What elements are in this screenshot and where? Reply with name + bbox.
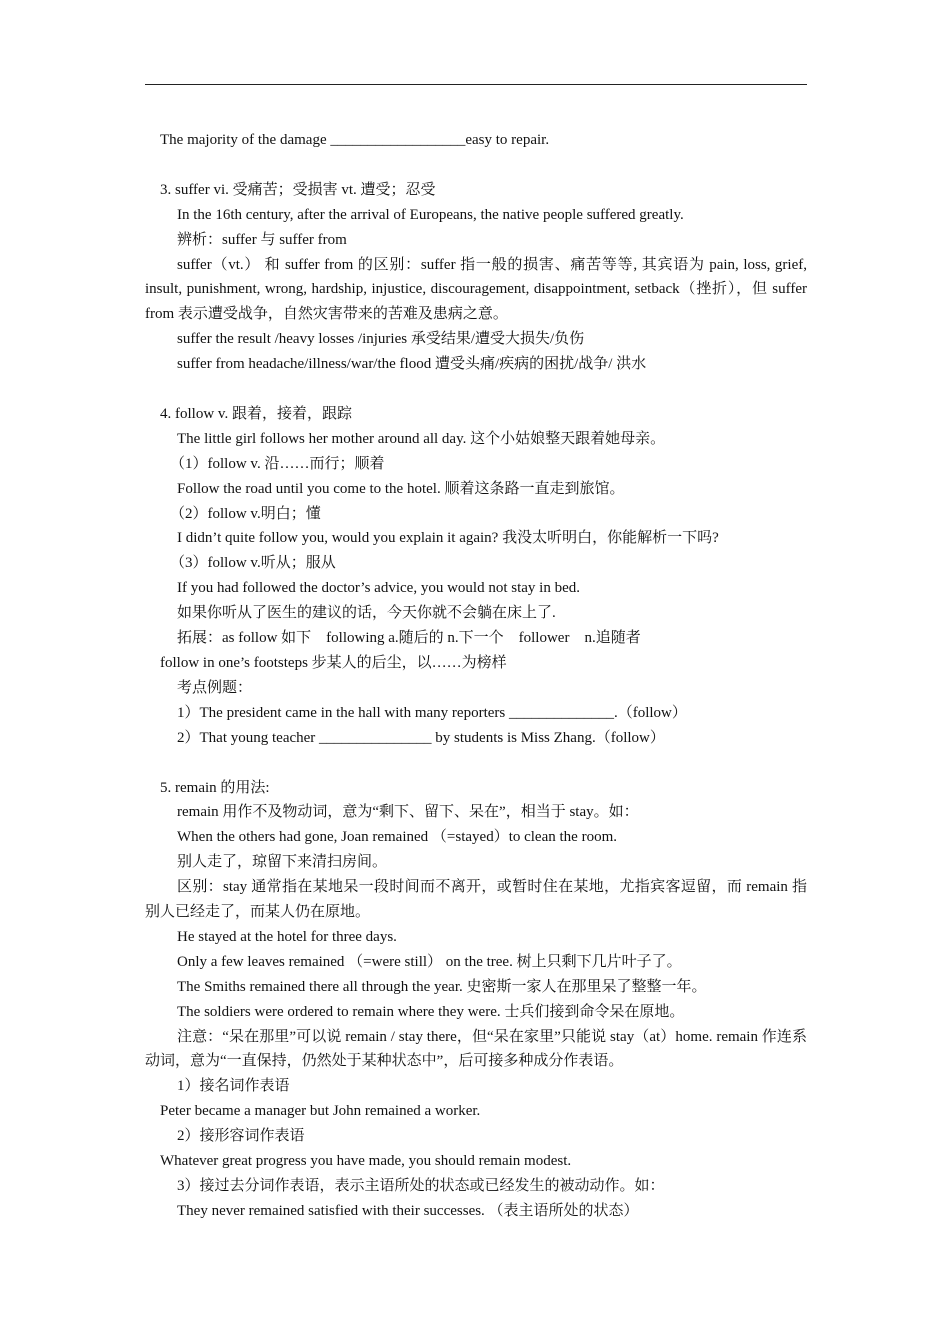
text-line: Follow the road until you come to the hotel. 顺着这条路一直走到旅馆。	[177, 480, 625, 497]
header-rule	[145, 84, 807, 85]
blank-line	[145, 377, 807, 402]
paragraph: suffer（vt.） 和 suffer from 的区别：suffer 指一般的损害、痛苦等等, 其宾语为 pain, loss, grief, insult, punishment, wrong, hardship, injustice, discouragement, disappointment, setback（挫折），但 suffer from 表示遭受战争，自然灾害带来的苦难及患病之意。	[145, 256, 807, 323]
text-line: I didn’t quite follow you, would you explain it again? 我没太听明白，你能解析一下吗?	[177, 530, 719, 547]
paragraph: 区别：stay 通常指在某地呆一段时间而不离开，或暂时住在某地，尤指宾客逗留，而 remain 指别人已经走了，而某人仍在原地。	[145, 879, 807, 921]
text-line: 2）接形容词作表语	[177, 1128, 305, 1145]
text-line: suffer from headache/illness/war/the flood 遭受头痛/疾病的困扰/战争/ 洪水	[177, 356, 647, 373]
blank-line	[145, 751, 807, 776]
text-line: （2）follow v.明白；懂	[170, 505, 321, 522]
text-line: Peter became a manager but John remained a worker.	[160, 1103, 481, 1120]
text-line: 3）接过去分词作表语，表示主语所处的状态或已经发生的被动动作。如：	[177, 1178, 665, 1195]
section-heading-suffer: 3. suffer vi. 受痛苦；受损害 vt. 遭受；忍受	[160, 181, 436, 198]
text-line: follow in one’s footsteps 步某人的后尘，以……为榜样	[160, 655, 507, 671]
text-line: He stayed at the hotel for three days.	[177, 928, 397, 945]
exercise-item: 2）That young teacher _______________ by students is Miss Zhang.（follow）	[177, 729, 665, 746]
text-line: 别人走了，琼留下来清扫房间。	[177, 854, 388, 871]
text-line: （1）follow v. 沿……而行；顺着	[170, 455, 385, 472]
text-line: The little girl follows her mother around all day. 这个小姑娘整天跟着她母亲。	[177, 430, 666, 447]
text-line: In the 16th century, after the arrival of Europeans, the native people suffered greatly.	[177, 206, 684, 223]
text-line: 如果你听从了医生的建议的话，今天你就不会躺在床上了.	[177, 605, 556, 622]
section-heading-follow: 4. follow v. 跟着，接着，跟踪	[160, 405, 352, 422]
document-body	[145, 128, 807, 1224]
text-line: remain 用作不及物动词，意为“剩下、留下、呆在”，相当于 stay。如：	[177, 804, 639, 821]
text-line: They never remained satisfied with their successes. （表主语所处的状态）	[177, 1202, 639, 1219]
text-line: The Smiths remained there all through the year. 史密斯一家人在那里呆了整整一年。	[177, 978, 707, 995]
text-line: 考点例题：	[177, 679, 253, 696]
text-line: The soldiers were ordered to remain where they were. 士兵们接到命令呆在原地。	[177, 1003, 685, 1020]
text-line: suffer the result /heavy losses /injuries 承受结果/遭受大损失/负伤	[177, 331, 585, 348]
section-heading-remain: 5. remain 的用法:	[160, 779, 270, 796]
text-line: The majority of the damage __________________easy to repair.	[160, 132, 550, 148]
text-line: Only a few leaves remained （=were still） on the tree. 树上只剩下几片叶子了。	[177, 953, 682, 970]
text-line: 拓展：as follow 如下 following a.随后的 n.下一个 follower n.追随者	[177, 630, 641, 647]
text-line: 辨析：suffer 与 suffer from	[177, 231, 347, 248]
text-line: （3）follow v.听从；服从	[170, 555, 336, 572]
text-line: If you had followed the doctor’s advice, you would not stay in bed.	[177, 580, 580, 597]
blank-line	[145, 153, 807, 178]
text-line: Whatever great progress you have made, you should remain modest.	[160, 1153, 572, 1170]
exercise-item: 1）The president came in the hall with many reporters ______________.（follow）	[177, 704, 687, 721]
paragraph: 注意：“呆在那里”可以说 remain / stay there，但“呆在家里”只能说 stay（at）home. remain 作连系动词，意为“一直保持，仍然处于某种状态中”，后可接多种成分作表语。	[145, 1028, 807, 1070]
text-line: 1）接名词作表语	[177, 1078, 290, 1095]
text-line: When the others had gone, Joan remained （=stayed）to clean the room.	[177, 829, 617, 846]
